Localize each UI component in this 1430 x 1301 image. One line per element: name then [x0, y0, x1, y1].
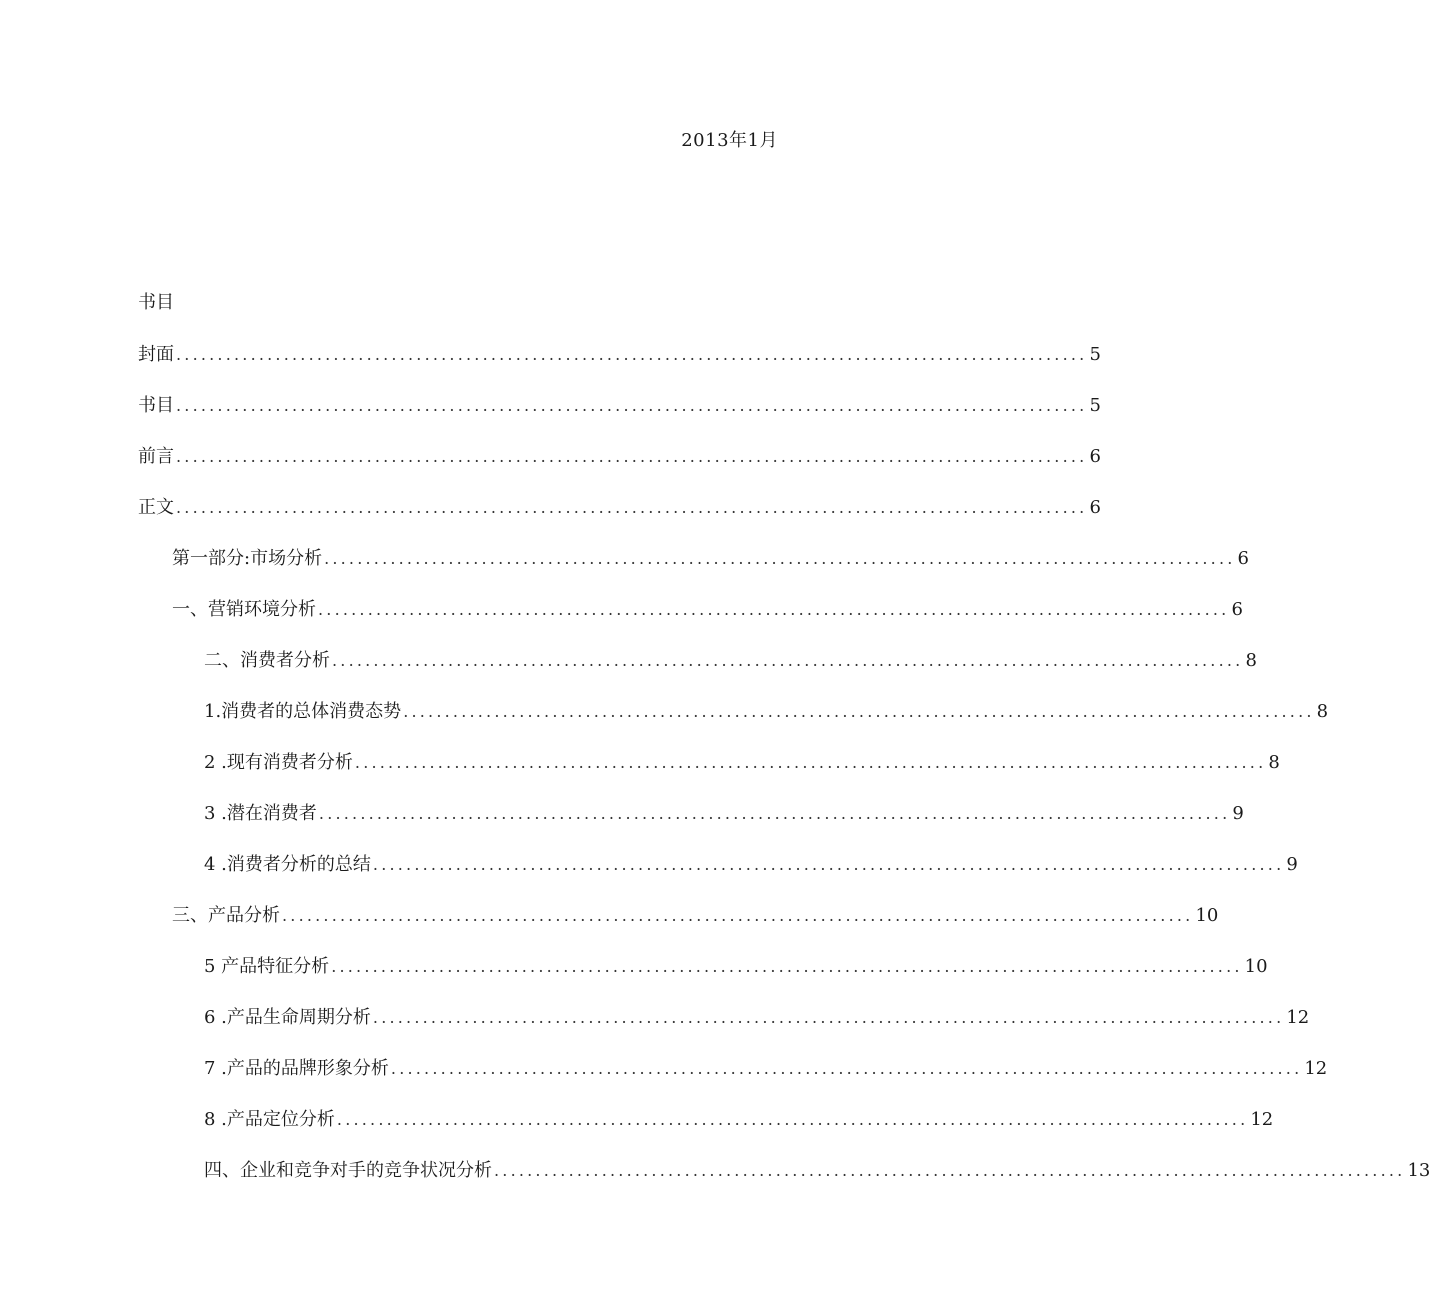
toc-entry-page: 12 [1286, 1007, 1310, 1028]
toc-entry-page: 5 [1089, 344, 1101, 365]
toc-entry-page: 10 [1195, 905, 1219, 926]
toc-leader-dots: .............................................................................................................. [332, 651, 1244, 670]
toc-leader-dots: .............................................................................................................. [324, 549, 1236, 568]
toc-entry-label: 第一部分:市场分析 [172, 548, 323, 569]
toc-leader-dots: .............................................................................................................. [176, 396, 1088, 415]
toc-leader-dots: .............................................................................................................. [336, 1110, 1249, 1129]
toc-leader-dots: .............................................................................................................. [494, 1161, 1406, 1180]
toc-entry-label: 三、产品分析 [172, 905, 280, 926]
toc-entry-label: 6 .产品生命周期分析 [204, 1007, 371, 1028]
toc-entry-page: 13 [1407, 1160, 1430, 1181]
toc-entry-label: 7 .产品的品牌形象分析 [204, 1058, 389, 1079]
toc-entry-page: 8 [1268, 752, 1280, 773]
toc-entry-item-4[interactable] [204, 850, 1298, 875]
toc-entry-page: 8 [1245, 650, 1257, 671]
toc-entry-page: 12 [1304, 1058, 1328, 1079]
toc-entry-cover[interactable] [138, 340, 1101, 365]
toc-entry-page: 9 [1232, 803, 1244, 824]
toc-leader-dots: .............................................................................................................. [372, 1008, 1285, 1027]
toc-entry-preface[interactable] [138, 442, 1101, 467]
toc-entry-page: 12 [1250, 1109, 1274, 1130]
toc-entry-item-3[interactable] [204, 799, 1244, 824]
toc-leader-dots: .............................................................................................................. [354, 753, 1267, 772]
toc-entry-section-4[interactable] [204, 1156, 1430, 1181]
toc-entry-item-6[interactable] [204, 1003, 1310, 1028]
toc-leader-dots: .............................................................................................................. [318, 600, 1230, 619]
toc-leader-dots: .............................................................................................................. [318, 804, 1231, 823]
toc-leader-dots: .............................................................................................................. [282, 906, 1194, 925]
toc-leader-dots: .............................................................................................................. [176, 447, 1088, 466]
toc-entry-label: 书目 [138, 395, 174, 416]
toc-entry-page: 6 [1231, 599, 1243, 620]
toc-entry-part-one[interactable] [172, 544, 1249, 569]
toc-entry-section-3[interactable] [172, 901, 1219, 926]
toc-entry-label: 3 .潜在消费者 [204, 803, 317, 824]
toc-entry-page: 9 [1286, 854, 1298, 875]
toc-entry-label: 5 产品特征分析 [204, 956, 330, 977]
toc-entry-page: 10 [1244, 956, 1268, 977]
toc-entry-body[interactable] [138, 493, 1101, 518]
toc-entry-label: 二、消费者分析 [204, 650, 330, 671]
toc-entry-label: 四、企业和竞争对手的竞争状况分析 [204, 1160, 492, 1181]
toc-entry-contents[interactable] [138, 391, 1101, 416]
toc-entry-page: 6 [1089, 497, 1101, 518]
toc-entry-item-2[interactable] [204, 748, 1280, 773]
toc-entry-page: 8 [1316, 701, 1329, 722]
toc-entry-item-7[interactable] [204, 1054, 1328, 1079]
toc-entry-page: 6 [1237, 548, 1249, 569]
toc-entry-label: 封面 [138, 344, 174, 365]
toc-entry-page: 5 [1089, 395, 1101, 416]
toc-heading: 书目 [138, 292, 174, 313]
toc-entry-label: 前言 [138, 446, 174, 467]
toc-leader-dots: .............................................................................................................. [403, 702, 1315, 721]
toc-entry-label: 正文 [138, 497, 174, 518]
toc-entry-label: 1.消费者的总体消费态势 [204, 701, 402, 722]
toc-entry-section-2[interactable] [204, 646, 1257, 671]
toc-entry-label: 2 .现有消费者分析 [204, 752, 353, 773]
toc-leader-dots: .............................................................................................................. [390, 1059, 1303, 1078]
toc-entry-label: 4 .消费者分析的总结 [204, 854, 371, 875]
toc-entry-page: 6 [1089, 446, 1101, 467]
toc-entry-item-8[interactable] [204, 1105, 1274, 1130]
toc-entry-label: 一、营销环境分析 [172, 599, 316, 620]
toc-leader-dots: .............................................................................................................. [176, 345, 1088, 364]
toc-entry-item-1[interactable] [204, 697, 1329, 722]
toc-leader-dots: .............................................................................................................. [372, 855, 1285, 874]
document-date: 2013年1月 [681, 130, 778, 151]
toc-leader-dots: .............................................................................................................. [331, 957, 1243, 976]
toc-entry-item-5[interactable] [204, 952, 1268, 977]
toc-entry-label: 8 .产品定位分析 [204, 1109, 335, 1130]
toc-entry-section-1[interactable] [172, 595, 1243, 620]
toc-leader-dots: .............................................................................................................. [176, 498, 1088, 517]
